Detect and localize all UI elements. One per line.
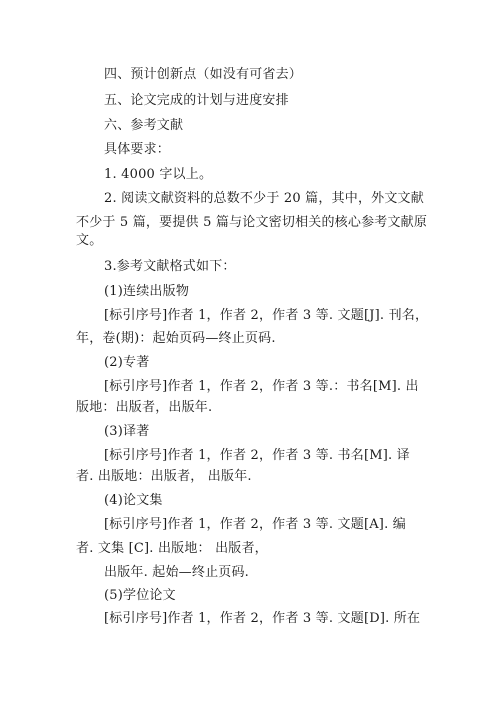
format-proceedings-line-1: [标引序号]作者 1，作者 2，作者 3 等. 文题[A]. 编 [104, 517, 406, 532]
heading-references: 六、参考文献 [104, 118, 184, 133]
format-proceedings-label: (4)论文集 [104, 493, 163, 508]
requirement-2-line-3: 文。 [76, 233, 103, 248]
format-periodical-line-2: 年，卷(期)：起始页码—终止页码. [76, 331, 276, 346]
requirements-label: 具体要求： [104, 142, 171, 157]
format-periodical-label: (1)连续出版物 [104, 284, 190, 299]
requirement-2-line-1: 2. 阅读文献资料的总数不少于 20 篇，其中，外文文献 [104, 191, 424, 206]
format-monograph-label: (2)专著 [104, 355, 150, 370]
format-translation-label: (3)译著 [104, 424, 150, 439]
format-translation-line-1: [标引序号]作者 1，作者 2，作者 3 等. 书名[M]. 译 [104, 448, 410, 463]
heading-innovation: 四、预计创新点（如没有可省去） [104, 67, 303, 82]
format-periodical-line-1: [标引序号]作者 1，作者 2，作者 3 等. 文题[J]. 刊名， [104, 308, 429, 323]
format-thesis-line-1: [标引序号]作者 1，作者 2，作者 3 等. 文题[D]. 所在 [104, 611, 421, 626]
requirement-1: 1. 4000 字以上。 [104, 167, 213, 182]
format-monograph-line-1: [标引序号]作者 1，作者 2，作者 3 等.：书名[M]. 出 [104, 379, 419, 394]
requirement-3: 3.参考文献格式如下： [104, 259, 236, 274]
format-proceedings-line-3: 出版年. 起始—终止页码. [104, 565, 249, 580]
format-proceedings-line-2: 者. 文集 [C]. 出版地： 出版者， [76, 541, 268, 556]
format-thesis-label: (5)学位论文 [104, 588, 176, 603]
format-monograph-line-2: 版地：出版者，出版年. [76, 400, 213, 415]
requirement-2-line-2: 不少于 5 篇，要提供 5 篇与论文密切相关的核心参考文献原 [76, 215, 428, 230]
format-translation-line-2: 者. 出版地：出版者， 出版年. [76, 469, 252, 484]
heading-schedule: 五、论文完成的计划与进度安排 [104, 93, 289, 108]
